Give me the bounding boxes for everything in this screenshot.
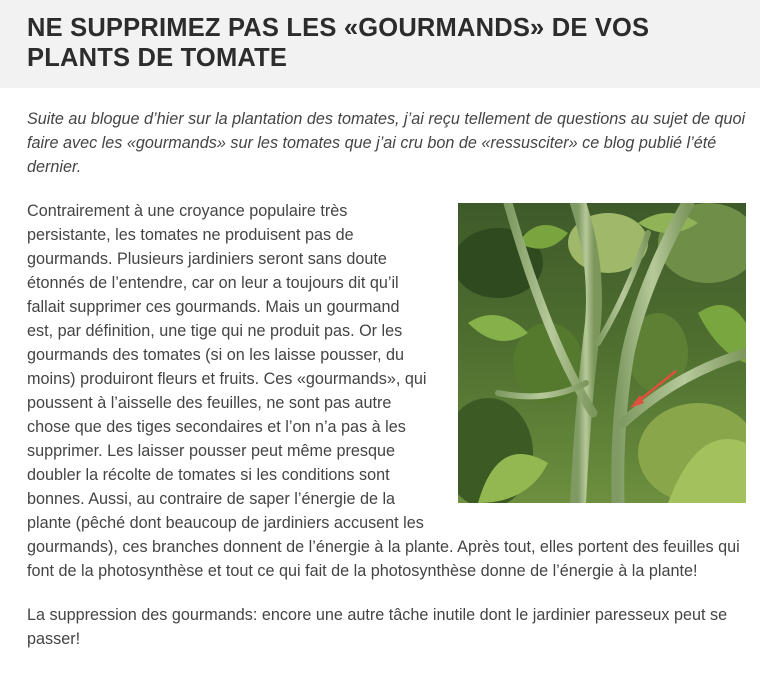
body-paragraph-1: Contrairement à une croyance populaire très persistante, les tomates ne produisent pas de gourmands. Plusieurs jardiniers seront sans doute étonnés de l’entendre, car on leur a toujours dit qu’il fallait supprimer ces gourmands. Mais un gourmand est, par définition, une tige qui ne produit pas. Or les gourmands des tomates (si on les laisse pousser, du moins) produiront fleurs et fruits. Ces «gourmands», qui poussent à l’aisselle des feuilles, ne sont pas autre chose que des tiges secondaires et l’on n’a pas à les supprimer. Les laisser pousser peut même presque doubler la récolte de tomates si les conditions sont bonnes. Aussi, au contraire de saper l’énergie de la plante (pêché dont beaucoup de jardiniers accusent les gourmands), ces branches donnent de l’énergie à la plante. Après tout, elles portent des feuilles qui font de la photosynthèse et tout ce qui fait de la photosynthèse donne de l’énergie à la plante! <box>27 202 740 580</box>
body-paragraph-2: La suppression des gourmands: encore une autre tâche inutile dont le jardinier paresseux peut se passer! <box>27 606 728 648</box>
tomato-plant-photo <box>458 203 746 503</box>
page-title: NE SUPPRIMEZ PAS LES «GOURMANDS» DE VOS PLANTS DE TOMATE <box>27 14 650 72</box>
article-body <box>0 88 760 651</box>
tomato-plant-illustration <box>458 203 746 503</box>
intro-paragraph: Suite au blogue d’hier sur la plantation des tomates, j’ai reçu tellement de questions au sujet de quoi faire avec les «gourmands» sur les tomates que j’ai cru bon de «ressusciter» ce blog publié l’été dernier. <box>27 110 746 176</box>
title-band <box>0 0 760 88</box>
